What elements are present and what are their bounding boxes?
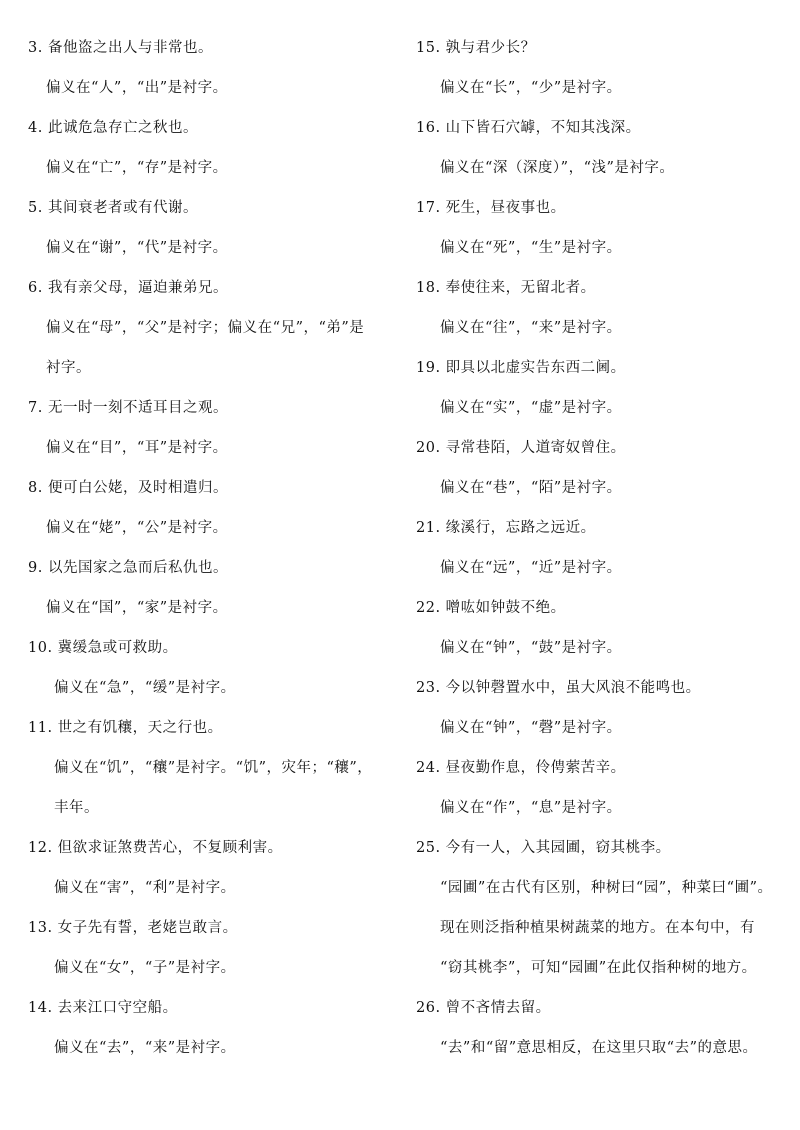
answer-13: 偏义在“女”，“子”是衬字。: [54, 960, 236, 976]
answer-25-line-3: “窃其桃李”，可知“园圃”在此仅指种树的地方。: [440, 960, 757, 976]
entry-17: [416, 188, 776, 268]
question-20: 20. 寻常巷陌，人道寄奴曾住。: [416, 440, 626, 456]
entry-11: [28, 708, 388, 828]
entry-16: [416, 108, 776, 188]
answer-12: 偏义在“害”，“利”是衬字。: [54, 880, 236, 896]
answer-5: 偏义在“谢”，“代”是衬字。: [46, 240, 228, 256]
answer-9: 偏义在“国”，“家”是衬字。: [46, 600, 228, 616]
answer-4: 偏义在“亡”，“存”是衬字。: [46, 160, 228, 176]
entry-20: [416, 428, 776, 508]
question-24: 24. 昼夜勤作息，伶俜萦苦辛。: [416, 760, 626, 776]
question-7: 7. 无一时一刻不适耳目之观。: [28, 400, 228, 416]
entry-8: [28, 468, 388, 548]
question-21: 21. 缘溪行，忘路之远近。: [416, 520, 596, 536]
answer-6: 偏义在“母”，“父”是衬字；偏义在“兄”，“弟”是: [46, 320, 365, 336]
answer-20: 偏义在“巷”，“陌”是衬字。: [440, 480, 622, 496]
entry-23: [416, 668, 776, 748]
entry-25: [416, 828, 776, 988]
answer-23: 偏义在“钟”，“磬”是衬字。: [440, 720, 622, 736]
question-17: 17. 死生，昼夜事也。: [416, 200, 566, 216]
entry-6: [28, 268, 388, 388]
answer-11-continued: 丰年。: [54, 800, 99, 816]
question-18: 18. 奉使往来，无留北者。: [416, 280, 596, 296]
answer-10: 偏义在“急”，“缓”是衬字。: [54, 680, 236, 696]
answer-17: 偏义在“死”，“生”是衬字。: [440, 240, 622, 256]
question-25: 25. 今有一人，入其园圃，窃其桃李。: [416, 840, 671, 856]
entry-5: [28, 188, 388, 268]
answer-7: 偏义在“目”，“耳”是衬字。: [46, 440, 228, 456]
answer-6-continued: 衬字。: [46, 360, 91, 376]
question-8: 8. 便可白公姥，及时相遣归。: [28, 480, 228, 496]
question-15: 15. 孰与君少长？: [416, 40, 536, 56]
left-column: [28, 28, 388, 1068]
entry-9: [28, 548, 388, 628]
entry-13: [28, 908, 388, 988]
question-5: 5. 其间衰老者或有代谢。: [28, 200, 198, 216]
entry-7: [28, 388, 388, 468]
question-13: 13. 女子先有誓，老姥岂敢言。: [28, 920, 238, 936]
answer-24: 偏义在“作”，“息”是衬字。: [440, 800, 622, 816]
entry-4: [28, 108, 388, 188]
answer-3: 偏义在“人”，“出”是衬字。: [46, 80, 228, 96]
question-19: 19. 即具以北虚实告东西二阃。: [416, 360, 626, 376]
question-14: 14. 去来江口守空船。: [28, 1000, 178, 1016]
answer-22: 偏义在“钟”，“鼓”是衬字。: [440, 640, 622, 656]
entry-22: [416, 588, 776, 668]
answer-16: 偏义在“深（深度）”，“浅”是衬字。: [440, 160, 675, 176]
question-3: 3. 备他盗之出人与非常也。: [28, 40, 213, 56]
question-26: 26. 曾不吝情去留。: [416, 1000, 551, 1016]
entry-19: [416, 348, 776, 428]
answer-26: “去”和“留”意思相反，在这里只取“去”的意思。: [440, 1040, 758, 1056]
answer-18: 偏义在“往”，“来”是衬字。: [440, 320, 622, 336]
answer-8: 偏义在“姥”，“公”是衬字。: [46, 520, 228, 536]
question-16: 16. 山下皆石穴罅，不知其浅深。: [416, 120, 641, 136]
question-22: 22. 噌吰如钟鼓不绝。: [416, 600, 566, 616]
question-11: 11. 世之有饥穰，天之行也。: [28, 720, 223, 736]
answer-15: 偏义在“长”，“少”是衬字。: [440, 80, 622, 96]
entry-14: [28, 988, 388, 1068]
answer-25-line-1: “园圃”在古代有区别，种树曰“园”，种菜曰“圃”。: [440, 880, 773, 896]
question-9: 9. 以先国家之急而后私仇也。: [28, 560, 228, 576]
question-4: 4. 此诚危急存亡之秋也。: [28, 120, 198, 136]
entry-10: [28, 628, 388, 708]
question-6: 6. 我有亲父母，逼迫兼弟兄。: [28, 280, 228, 296]
answer-21: 偏义在“远”，“近”是衬字。: [440, 560, 622, 576]
answer-11: 偏义在“饥”，“穰”是衬字。“饥”，灾年；“穰”，: [54, 760, 373, 776]
answer-25-line-2: 现在则泛指种植果树蔬菜的地方。在本句中，有: [440, 920, 755, 936]
answer-14: 偏义在“去”，“来”是衬字。: [54, 1040, 236, 1056]
question-10: 10. 冀缓急或可救助。: [28, 640, 178, 656]
question-23: 23. 今以钟磬置水中，虽大风浪不能鸣也。: [416, 680, 701, 696]
entry-26: [416, 988, 776, 1068]
right-column: [416, 28, 776, 1068]
entry-3: [28, 28, 388, 108]
entry-18: [416, 268, 776, 348]
entry-24: [416, 748, 776, 828]
entry-12: [28, 828, 388, 908]
answer-19: 偏义在“实”，“虚”是衬字。: [440, 400, 622, 416]
entry-15: [416, 28, 776, 108]
entry-21: [416, 508, 776, 588]
question-12: 12. 但欲求证煞费苦心，不复顾利害。: [28, 840, 283, 856]
